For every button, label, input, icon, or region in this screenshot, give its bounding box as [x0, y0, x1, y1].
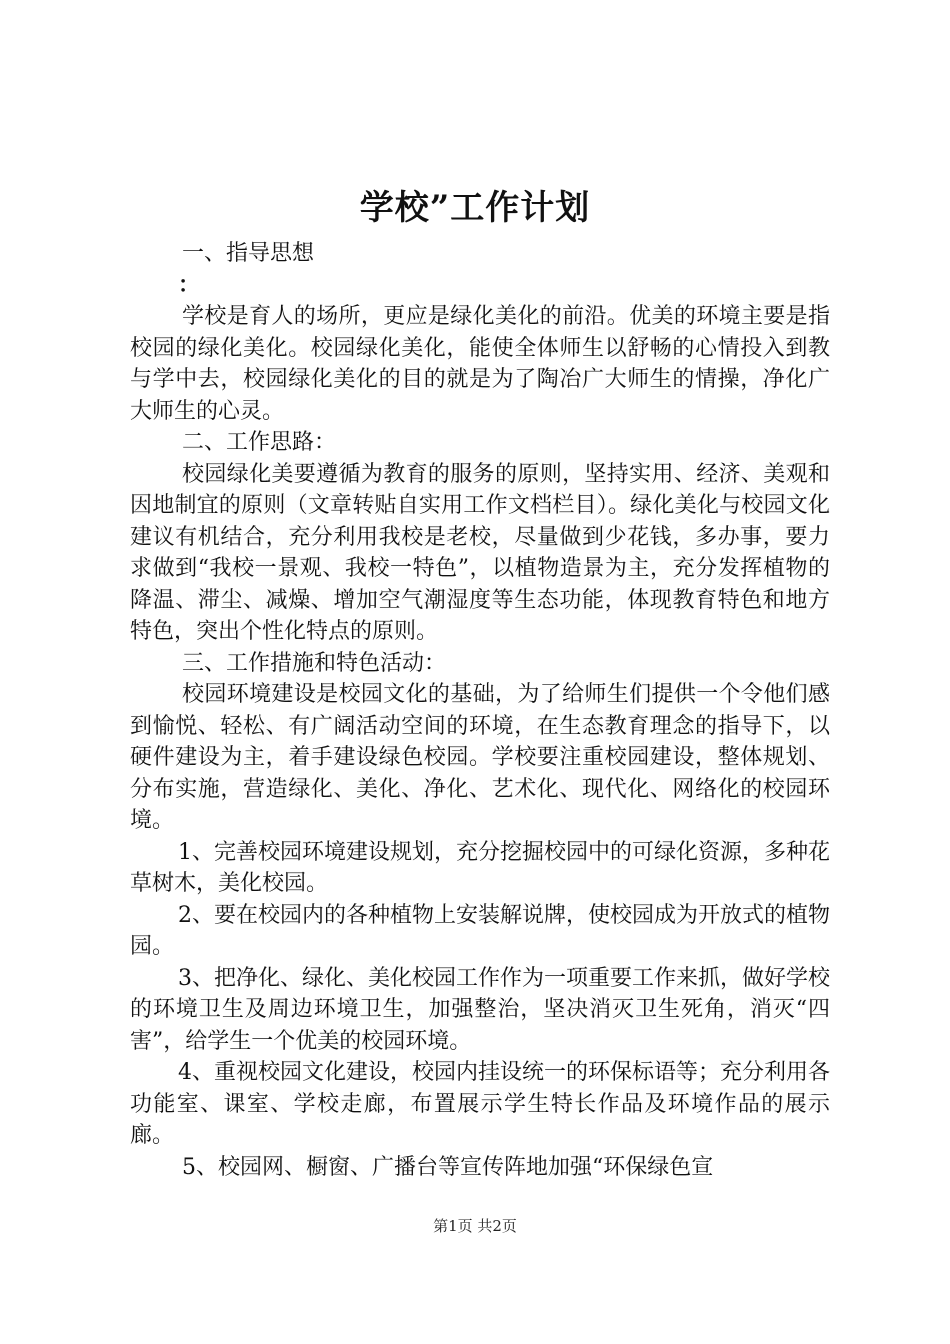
paragraph-school-environment: 学校是育人的场所，更应是绿化美化的前沿。优美的环境主要是指校园的绿化美化。校园绿化美化，能使全体师生以舒畅的心情投入到教与学中去，校园绿化美化的目的就是为了陶冶广大师生的情操，净化广大师生的心灵。 [130, 304, 830, 424]
document-title: 学校”工作计划 [359, 188, 591, 228]
section-heading-guiding-thought: 一、指导思想 [182, 241, 315, 266]
page-number-footer: 第1页 共2页 [433, 1217, 517, 1235]
list-item-4: 4、重视校园文化建设，校园内挂设统一的环保标语等；充分利用各功能室、课室、学校走廊，布置展示学生特长作品及环境作品的展示廊。 [130, 1060, 830, 1148]
section-heading-work-approach: 二、工作思路： [182, 430, 337, 455]
colon-line: ： [178, 271, 201, 298]
list-item-3: 3、把净化、绿化、美化校园工作作为一项重要工作来抓，做好学校的环境卫生及周边环境卫生，加强整治，坚决消灭卫生死角，消灭“四害”，给学生一个优美的校园环境。 [130, 965, 830, 1054]
document-body [130, 238, 830, 1183]
paragraph-greening-principles: 校园绿化美要遵循为教育的服务的原则，坚持实用、经济、美观和因地制宜的原则（文章转贴自实用工作文档栏目）。绿化美化与校园文化建议有机结合，充分利用我校是老校，尽量做到少花钱，多办事，要力求做到“我校一景观、我校一特色”，以植物造景为主，充分发挥植物的降温、滞尘、减燥、增加空气潮湿度等生态功能，体现教育特色和地方特色，突出个性化特点的原则。 [130, 461, 830, 644]
list-item-5: 5、校园网、橱窗、广播台等宣传阵地加强“环保绿色宣 [182, 1154, 714, 1180]
paragraph-campus-construction: 校园环境建设是校园文化的基础，为了给师生们提供一个令他们感到愉悦、轻松、有广阔活动空间的环境，在生态教育理念的指导下，以硬件建设为主，着手建设绿色校园。学校要注重校园建设，整体规划、分布实施，营造绿化、美化、净化、艺术化、现代化、网络化的校园环境。 [130, 682, 830, 833]
section-heading-measures: 三、工作措施和特色活动： [182, 650, 447, 676]
list-item-1: 1、完善校园环境建设规划，充分挖掘校园中的可绿化资源，多种花草树木，美化校园。 [130, 839, 830, 896]
list-item-2: 2、要在校园内的各种植物上安装解说牌，使校园成为开放式的植物园。 [130, 902, 830, 959]
